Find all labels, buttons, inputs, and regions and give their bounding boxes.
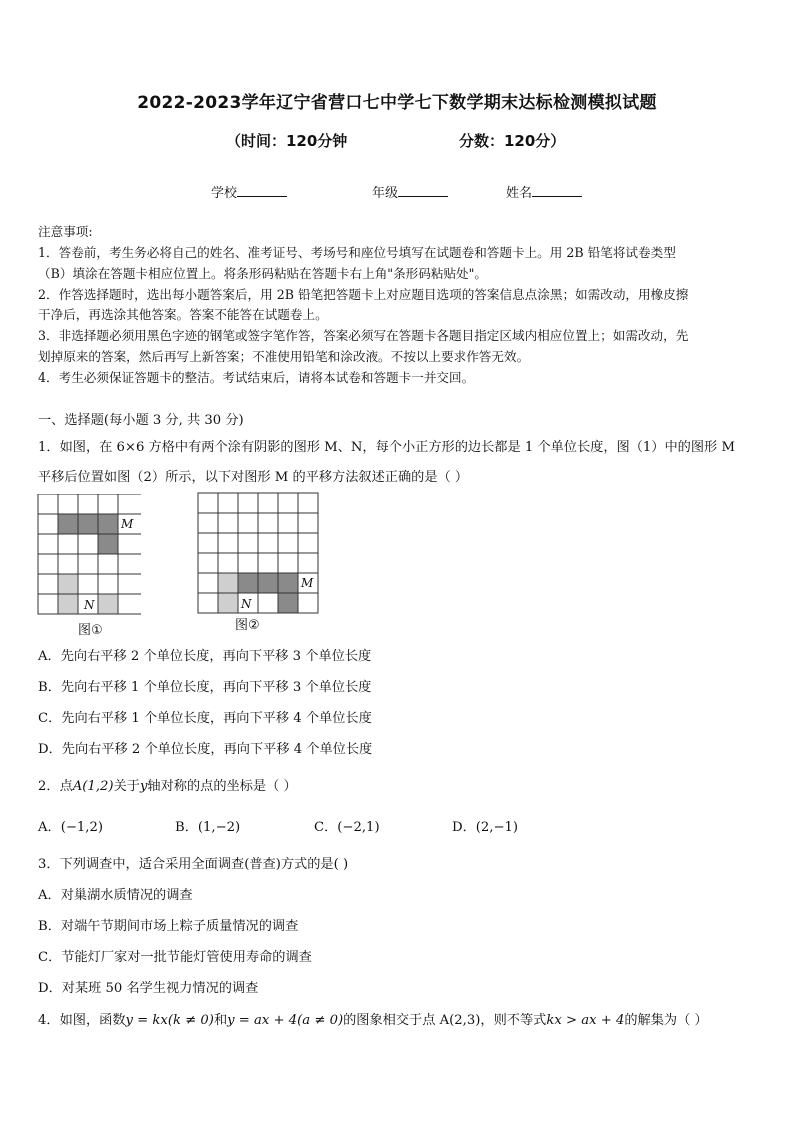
notes-heading: 注意事项: [38,224,93,239]
q4-stem-part1: 4．如图，函数 [38,1013,126,1028]
note-1b: （B）填涂在答题卡相应位置上。将条形码粘贴在答题卡右上角"条形码粘贴处"。 [38,266,488,281]
q3-option-c[interactable]: C．节能灯厂家对一批节能灯管使用寿命的调查 [38,950,312,965]
name-field [506,182,582,201]
shape-m-leg [278,593,298,613]
q2-option-c[interactable]: C．(−2,1) [314,820,380,835]
q2-stem-prefix: 2．点 [38,779,73,794]
label-m: M [121,517,134,531]
q3-option-d[interactable]: D．对某班 50 名学生视力情况的调查 [38,981,259,996]
q2-option-a[interactable]: A．(−1,2) [38,820,104,835]
name-blank [532,184,582,197]
q1-figure-2 [197,492,319,614]
q2-stem-mid: 关于 [113,779,140,794]
exam-score: 分数：120分） [459,132,566,150]
q4-function-1: y = kx(k ≠ 0) [125,1013,214,1028]
shape-n-light-2 [98,594,118,614]
note-4: 4．考生必须保证答题卡的整洁。考试结束后，请将本试卷和答题卡一并交回。 [38,370,475,385]
q1-option-b[interactable]: B．先向右平移 1 个单位长度，再向下平移 3 个单位长度 [38,680,372,695]
note-3b: 划掉原来的答案，然后再写上新答案；不准使用铅笔和涂改液。不按以上要求作答无效。 [38,349,530,364]
note-1a: 1．答卷前，考生务必将自己的姓名、准考证号、考场号和座位号填写在试题卷和答题卡上。用 2B 铅笔将试卷类型 [38,245,676,260]
q1-option-d[interactable]: D．先向右平移 2 个单位长度，再向下平移 4 个单位长度 [38,742,373,757]
figure-2-caption: 图② [235,618,260,633]
q2-stem-suffix: 轴对称的点的坐标是（ ） [147,779,297,794]
q2-option-b[interactable]: B．(1,−2) [175,820,241,835]
note-2a: 2．作答选择题时，选出每小题答案后，用 2B 铅笔把答题卡上对应题目选项的答案信息点涂黑；如需改动，用橡皮擦 [38,287,689,302]
q4-stem-part2: 和 [213,1013,228,1028]
q1-option-c[interactable]: C．先向右平移 1 个单位长度，再向下平移 4 个单位长度 [38,711,372,726]
q4-function-2: y = ax + 4(a ≠ 0) [227,1013,344,1028]
q1-stem-line1: 1．如图，在 6×6 方格中有两个涂有阴影的图形 M、N，每个小正方形的边长都是 1 个单位长度，图（1）中的图形 M [38,440,735,455]
shape-m-top [238,573,298,593]
shape-m-top [58,514,118,534]
grid-lines [198,493,318,613]
q4-stem-part4: 的解集为（ ） [624,1013,708,1028]
q1-stem-line2: 平移后位置如图（2）所示，以下对图形 M 的平移方法叙述正确的是（ ） [38,470,469,485]
q3-option-b[interactable]: B．对端午节期间市场上粽子质量情况的调查 [38,919,299,934]
section-heading: 一、选择题(每小题 3 分, 共 30 分) [38,413,244,428]
label-n: N [84,598,95,612]
note-2b: 干净后，再选涂其他答案。答案不能答在试题卷上。 [38,307,328,322]
grade-label: 年级 [372,186,399,201]
grid-lines [38,494,141,614]
shape-m-leg [98,534,118,554]
exam-time: （时间：120分钟 [226,132,348,150]
q3-option-a[interactable]: A．对巢湖水质情况的调查 [38,888,193,903]
q4-inequality: kx > ax + 4 [546,1013,625,1028]
q2-axis: y [139,779,148,794]
label-n: N [241,597,252,611]
page-title: 2022-2023学年辽宁省营口七中学七下数学期末达标检测模拟试题 [137,93,657,113]
label-m: M [301,576,314,590]
q2-point: A(1,2) [72,779,114,794]
q4-stem-part3: 的图象相交于点 A(2,3)，则不等式 [343,1013,547,1028]
q1-option-a[interactable]: A．先向右平移 2 个单位长度，再向下平移 3 个单位长度 [38,649,372,664]
name-label: 姓名 [506,186,533,201]
figure-1-caption: 图① [78,623,103,638]
school-field [211,182,287,201]
q2-stem [38,775,297,794]
q4-stem [38,1009,708,1028]
q1-figure-1 [37,494,141,616]
note-3a: 3．非选择题必须用黑色字迹的钢笔或签字笔作答，答案必须写在答题卡各题目指定区域内相应位置上；如需改动，先 [38,328,689,343]
school-label: 学校 [211,186,238,201]
school-blank [237,184,287,197]
q3-stem: 3．下列调查中，适合采用全面调查(普查)方式的是( ) [38,857,349,872]
q2-option-d[interactable]: D．(2,−1) [452,820,519,835]
grade-field [372,182,448,201]
grade-blank [398,184,448,197]
